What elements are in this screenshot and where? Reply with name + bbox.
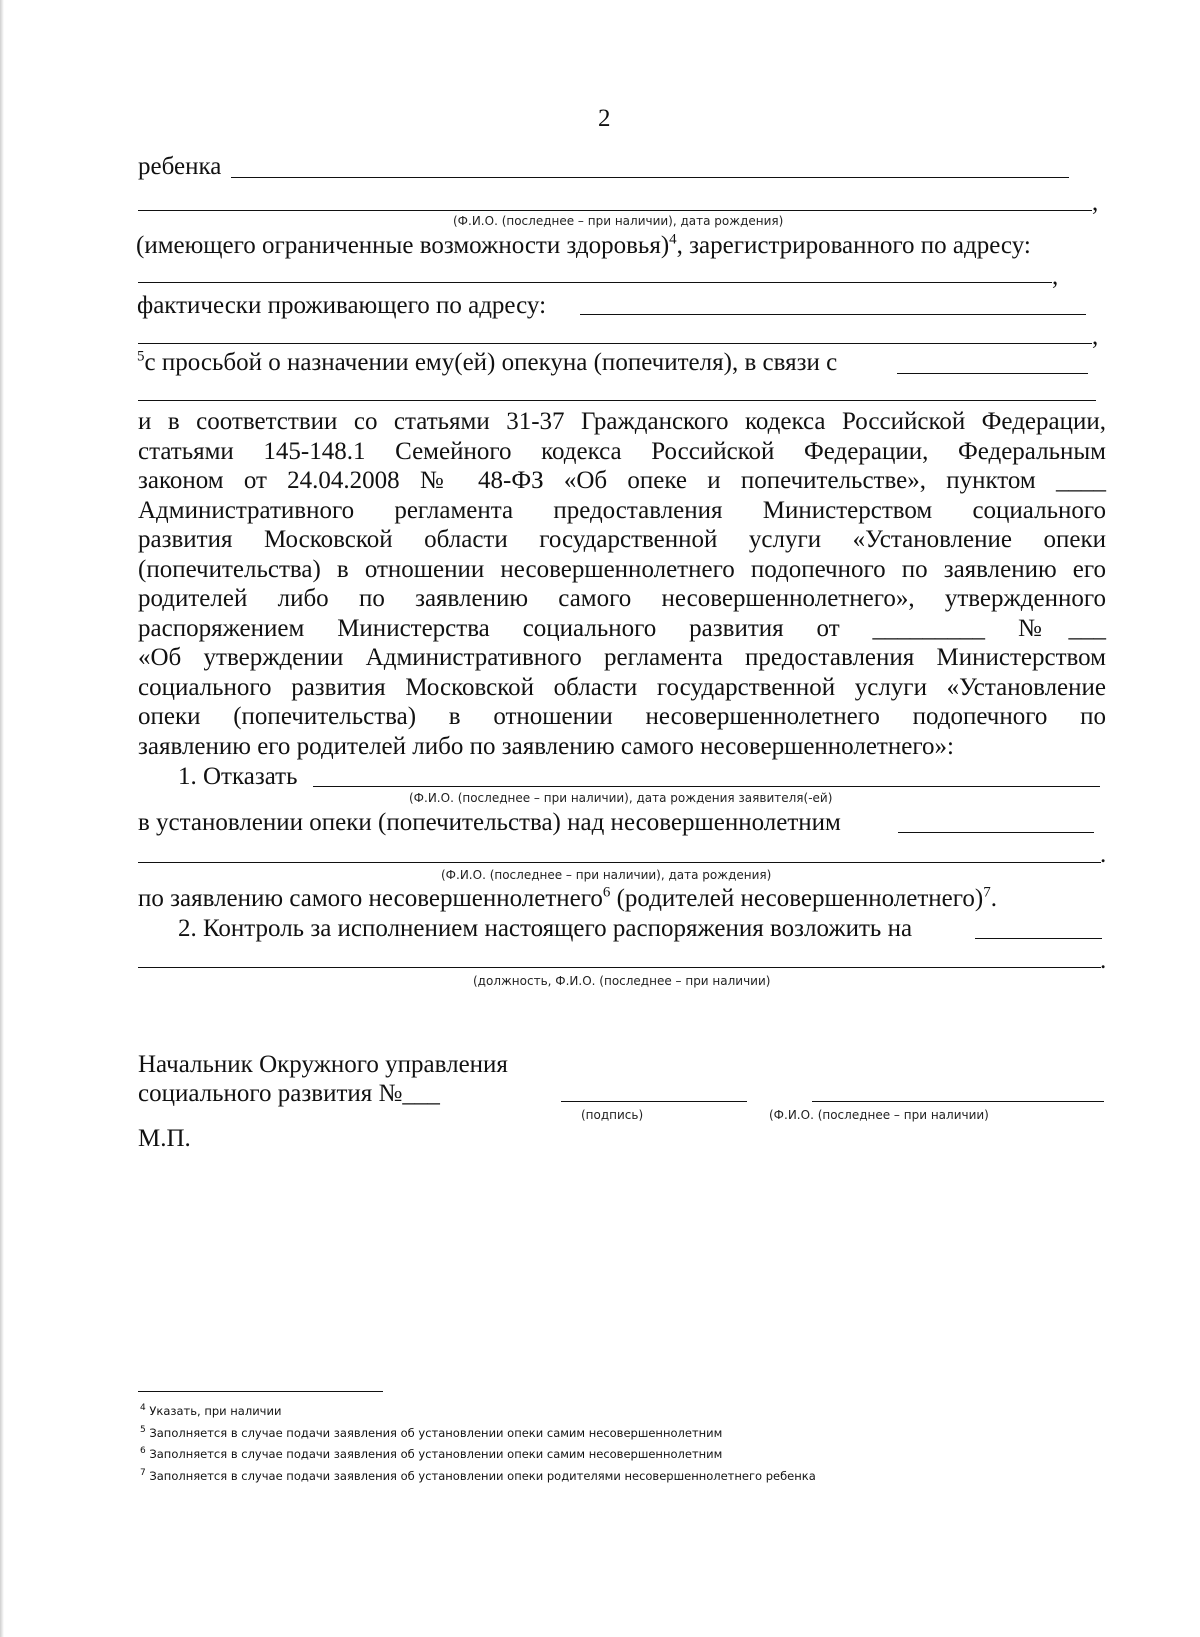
actual-address-line[interactable] <box>580 314 1086 315</box>
footnote-6 <box>140 1447 722 1461</box>
footnote-ref-6: 6 <box>602 884 611 901</box>
body-line-1: и в соответствии со статьями 31-37 Гражданского кодекса Российской Федерации, <box>138 408 1106 435</box>
minor-line[interactable] <box>898 832 1094 833</box>
page-number: 2 <box>598 105 611 132</box>
comma-mark: , <box>1092 189 1099 216</box>
body-line-8: распоряжением Министерства социального развития от _________ №___ <box>138 615 1106 642</box>
body-line-10: социального развития Московской области государственной услуги «Установление <box>138 674 1106 701</box>
request-line <box>137 348 837 378</box>
registered-text: , зарегистрированного по адресу: <box>676 232 1031 259</box>
request-text: с просьбой о назначении ему(ей) опекуна (попечителя), в связи с <box>144 349 838 376</box>
body-line-11: опеки (попечительства) в отношении несовершеннолетнего подопечного по <box>138 703 1106 730</box>
footnote-ref-5: 5 <box>137 348 145 365</box>
footnote-num: 7 <box>140 1468 146 1479</box>
reason-line-2[interactable] <box>138 400 1096 401</box>
comma-mark: , <box>1092 323 1099 350</box>
child-caption: (Ф.И.О. (последнее – при наличии), дата рождения) <box>453 214 784 228</box>
footnote-text: Указать, при наличии <box>149 1404 282 1418</box>
disability-text: (имеющего ограниченные возможности здоровья) <box>136 232 670 259</box>
footnote-ref-4: 4 <box>669 231 677 248</box>
footnote-text: Заполняется в случае подачи заявления об установлении опеки самим несовершеннолетним <box>149 1447 723 1461</box>
refusal-text: в установлении опеки (попечительства) над несовершеннолетним <box>138 809 841 836</box>
registered-address-line[interactable] <box>138 282 1052 283</box>
child-name-line-2[interactable] <box>138 210 1092 211</box>
footnote-num: 6 <box>140 1446 146 1457</box>
body-line-5: развития Московской области государственной услуги «Установление опеки <box>138 526 1106 553</box>
by-request-text: по заявлению самого несовершеннолетнего <box>138 885 603 912</box>
period-mark: . <box>1100 947 1107 974</box>
minor-line-2[interactable] <box>138 862 1101 863</box>
applicant-line[interactable] <box>313 786 1100 787</box>
reason-line[interactable] <box>897 373 1088 374</box>
footnote-7 <box>140 1469 816 1483</box>
signatory-title-2: социального развития №___ <box>138 1080 440 1107</box>
item2-label: 2. Контроль за исполнением настоящего распоряжения возложить на <box>178 915 913 942</box>
signatory-name-line[interactable] <box>812 1101 1104 1102</box>
stamp-place: М.П. <box>138 1125 191 1152</box>
responsible-caption: (должность, Ф.И.О. (последнее – при наличии) <box>473 974 771 988</box>
footnote-separator <box>138 1391 383 1392</box>
body-line-2: статьями 145-148.1 Семейного кодекса Российской Федерации, Федеральным <box>138 438 1106 465</box>
footnote-5 <box>140 1426 722 1440</box>
body-line-6: (попечительства) в отношении несовершеннолетнего подопечного по заявлению его <box>138 556 1106 583</box>
child-name-line[interactable] <box>231 177 1069 178</box>
signature-line[interactable] <box>561 1101 747 1102</box>
applicant-caption: (Ф.И.О. (последнее – при наличии), дата рождения заявителя(-ей) <box>409 791 833 805</box>
by-request-line <box>138 884 997 914</box>
footnote-num: 5 <box>140 1425 146 1436</box>
body-line-3: законом от 24.04.2008 № 48-ФЗ «Об опеке и попечительстве», пунктом ____ <box>138 467 1106 494</box>
actual-address-line-2[interactable] <box>138 343 1092 344</box>
item1-label: 1. Отказать <box>178 763 298 790</box>
footnote-num: 4 <box>140 1403 146 1414</box>
parents-text: (родителей несовершеннолетнего) <box>610 885 984 912</box>
scan-edge <box>0 0 4 1637</box>
body-line-12: заявлению его родителей либо по заявлению самого несовершеннолетнего»: <box>138 733 954 760</box>
signatory-title-1: Начальник Окружного управления <box>138 1051 508 1078</box>
period-mark: . <box>1100 841 1107 868</box>
footnote-ref-7: 7 <box>983 884 991 901</box>
disability-line <box>136 231 1031 261</box>
comma-mark: , <box>1052 263 1059 290</box>
footnote-text: Заполняется в случае подачи заявления об установлении опеки родителями несовершеннолетнего ребенка <box>149 1469 816 1483</box>
responsible-line[interactable] <box>975 938 1102 939</box>
footnote-4 <box>140 1404 281 1418</box>
body-line-7: родителей либо по заявлению самого несовершеннолетнего», утвержденного <box>138 585 1106 612</box>
period-mark: . <box>990 885 997 912</box>
signatory-name-caption: (Ф.И.О. (последнее – при наличии) <box>769 1108 989 1122</box>
signature-caption: (подпись) <box>581 1108 644 1122</box>
actual-address-label: фактически проживающего по адресу: <box>137 292 547 319</box>
minor-caption: (Ф.И.О. (последнее – при наличии), дата рождения) <box>441 868 772 882</box>
child-label: ребенка <box>138 153 222 180</box>
body-line-4: Административного регламента предоставления Министерством социального <box>138 497 1106 524</box>
footnote-text: Заполняется в случае подачи заявления об установлении опеки самим несовершеннолетним <box>149 1426 723 1440</box>
body-line-9: «Об утверждении Административного регламента предоставления Министерством <box>138 644 1106 671</box>
responsible-line-2[interactable] <box>138 967 1101 968</box>
